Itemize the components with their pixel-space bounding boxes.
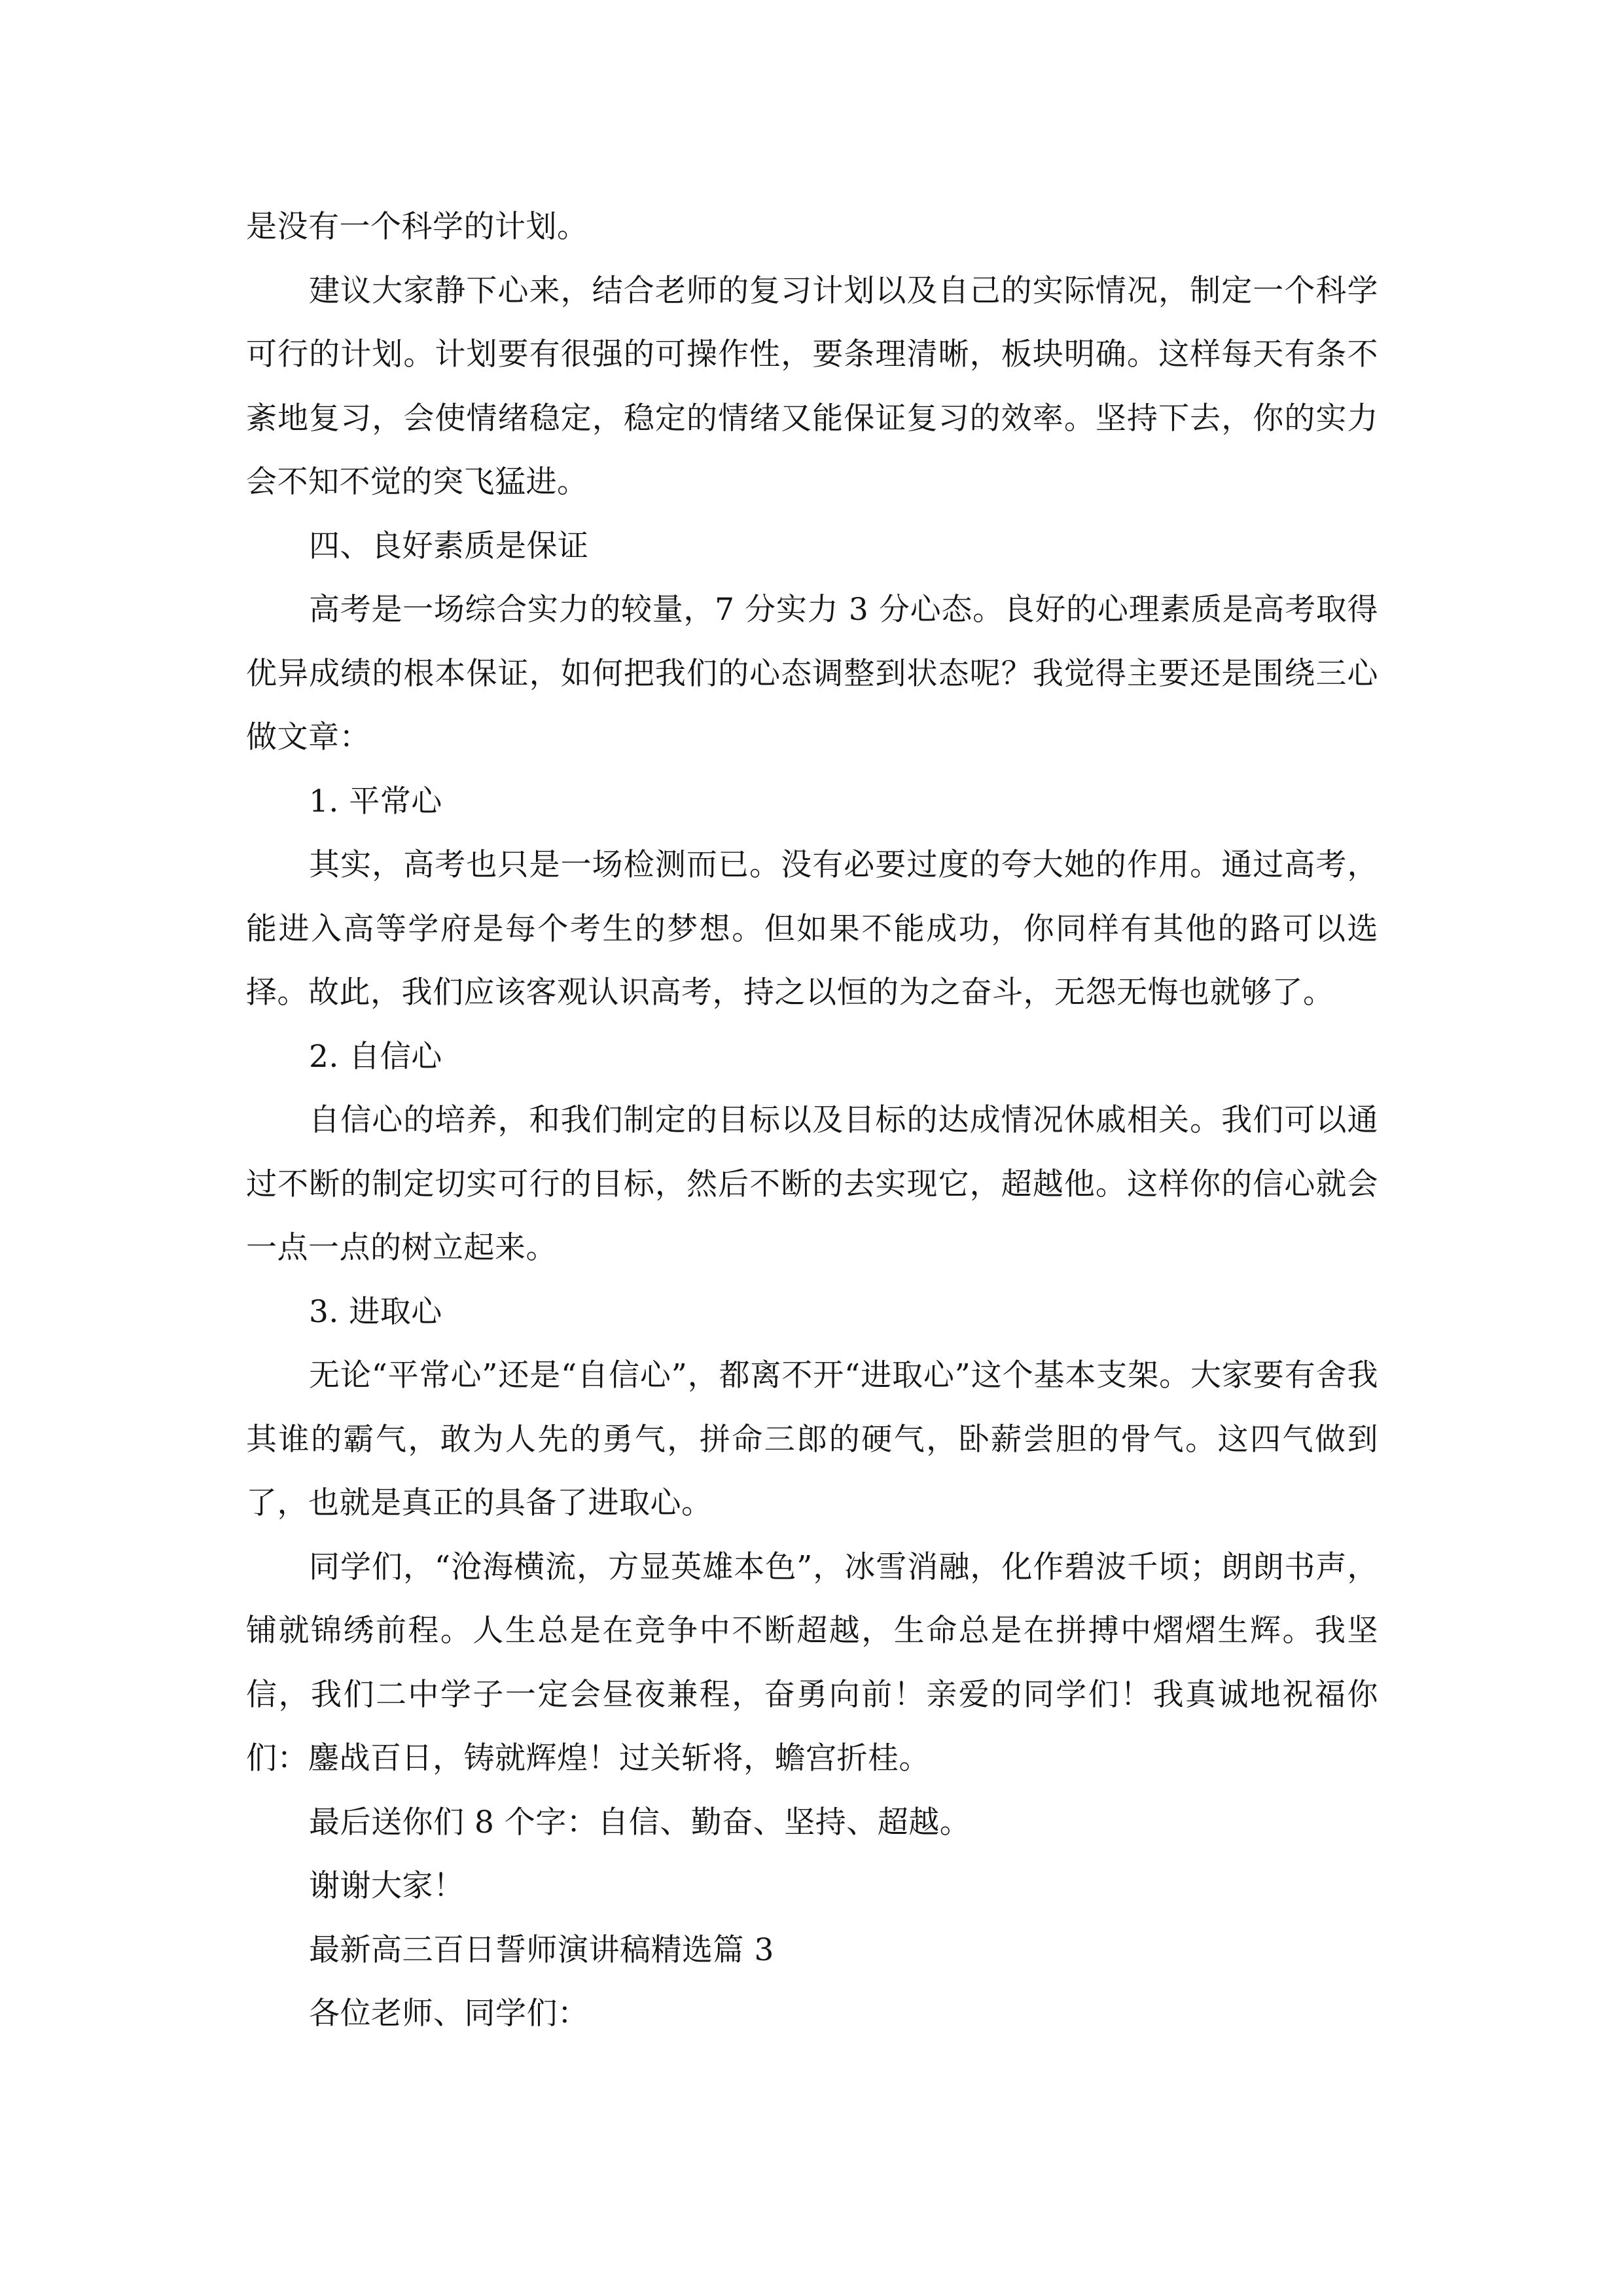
paragraph: 建议大家静下心来，结合老师的复习计划以及自己的实际情况，制定一个科学可行的计划。计划要有很强的可操作性，要条理清晰，板块明确。这样每天有条不紊地复习，会使情绪稳定，稳定的情绪又能保证复习的效率。坚持下去，你的实力会不知不觉的突飞猛进。 [246, 272, 1378, 500]
document-body [246, 195, 1378, 2046]
subheading: 1. 平常心 [309, 783, 442, 819]
speech-title: 最新高三百日誓师演讲稿精选篇 3 [309, 1931, 774, 1968]
salutation: 各位老师、同学们： [309, 1996, 589, 2032]
paragraph: 是没有一个科学的计划。 [246, 209, 588, 245]
subheading: 3. 进取心 [309, 1293, 442, 1330]
subheading: 2. 自信心 [309, 1038, 442, 1075]
paragraph: 其实，高考也只是一场检测而已。没有必要过度的夸大她的作用。通过高考，能进入高等学府是每个考生的梦想。但如果不能成功，你同样有其他的路可以选择。故此，我们应该客观认识高考，持之以恒的为之奋斗，无怨无悔也就够了。 [246, 847, 1378, 1011]
paragraph: 同学们，“沧海横流，方显英雄本色”，冰雪消融，化作碧波千顷；朗朗书声，铺就锦绣前程。人生总是在竞争中不断超越，生命总是在拼搏中熠熠生辉。我坚信，我们二中学子一定会昼夜兼程，奋勇向前！亲爱的同学们！我真诚地祝福你们：鏖战百日，铸就辉煌！过关斩将，蟾宫折桂。 [246, 1549, 1378, 1776]
section-heading: 四、良好素质是保证 [309, 528, 589, 564]
paragraph: 谢谢大家！ [309, 1868, 465, 1904]
paragraph: 无论“平常心”还是“自信心”，都离不开“进取心”这个基本支架。大家要有舍我其谁的霸气，敢为人先的勇气，拼命三郎的硬气，卧薪尝胆的骨气。这四气做到了，也就是真正的具备了进取心。 [246, 1357, 1378, 1521]
paragraph: 最后送你们 8 个字：自信、勤奋、坚持、超越。 [309, 1804, 971, 1840]
paragraph: 自信心的培养，和我们制定的目标以及目标的达成情况休戚相关。我们可以通过不断的制定切实可行的目标，然后不断的去实现它，超越他。这样你的信心就会一点一点的树立起来。 [246, 1102, 1378, 1266]
paragraph: 高考是一场综合实力的较量，7 分实力 3 分心态。良好的心理素质是高考取得优异成绩的根本保证，如何把我们的心态调整到状态呢？我觉得主要还是围绕三心做文章： [246, 592, 1378, 755]
